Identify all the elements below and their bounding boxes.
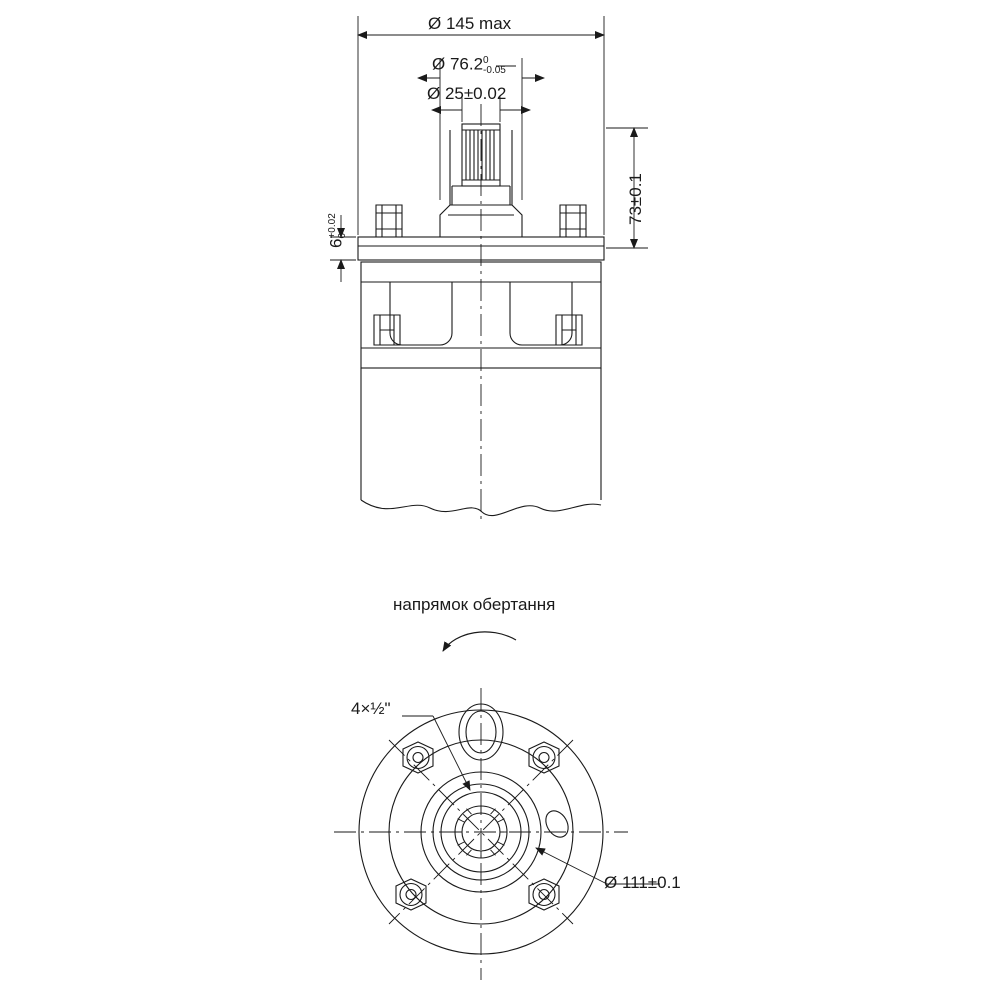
dimension-height: 73±0.1 — [626, 173, 645, 225]
rotation-arrow — [443, 632, 516, 651]
dimension-flange-thickness-value: 6 — [326, 238, 346, 248]
dimension-pilot-diameter-value: Ø 76.2 — [432, 54, 484, 74]
dimension-outer-diameter: Ø 145 max — [428, 14, 512, 33]
dimension-pilot-diameter — [432, 55, 506, 75]
dimension-ports: 4×½" — [351, 699, 391, 718]
note-rotation-direction: напрямок обертання — [393, 595, 556, 614]
dimension-pilot-diameter-tolerance: 0 -0.05 — [483, 55, 506, 76]
dimension-flange-thickness — [327, 213, 347, 248]
dimension-shaft-diameter: Ø 25±0.02 — [427, 84, 507, 103]
bottom-view-centerlines — [334, 688, 628, 980]
hex-bolt-bosses — [396, 742, 559, 910]
dimension-bolt-circle: Ø 111±0.1 — [604, 873, 681, 892]
dimension-flange-thickness-tolerance: +0.02 0 — [327, 213, 348, 239]
